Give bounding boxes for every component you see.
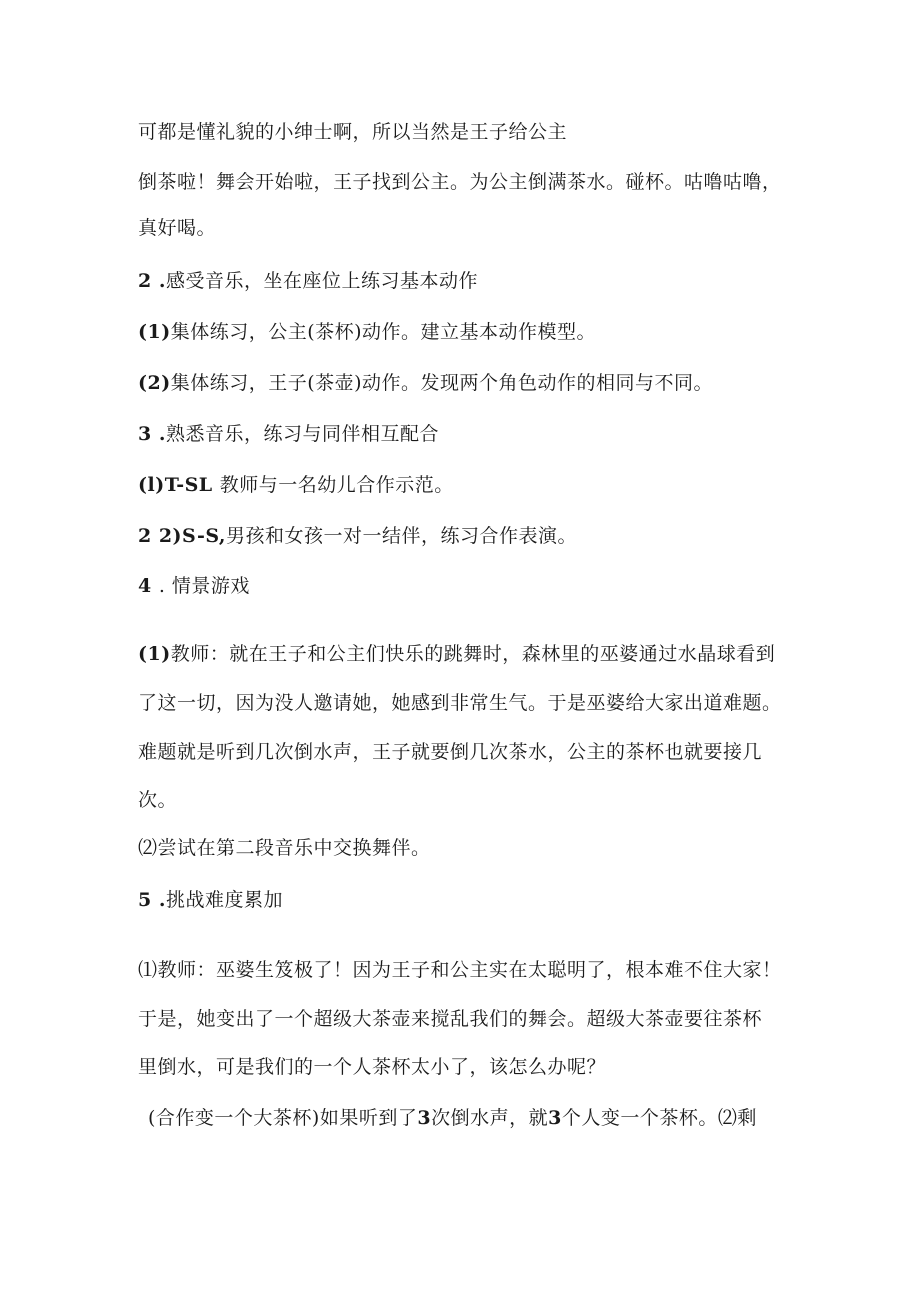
list-item: (1)教师：就在王子和公主们快乐的跳舞时，森林里的巫婆通过水晶球看到 [138,643,776,665]
list-item: (2)集体练习，王子(茶壶)动作。发现两个角色动作的相同与不同。 [138,372,714,394]
paragraph-line: (合作变一个大茶杯)如果听到了3次倒水声，就3个人变一个茶杯。⑵剩 [148,1107,757,1129]
list-item: ⑵尝试在第二段音乐中交换舞伴。 [138,837,431,859]
section-heading-5: 5 .挑战难度累加 [138,889,283,911]
paragraph-line: 倒茶啦！舞会开始啦，王子找到公主。为公主倒满茶水。碰杯。咕噜咕噜， [138,171,782,193]
list-item: 2 2)S-S,男孩和女孩一对一结伴，练习合作表演。 [138,525,578,547]
paragraph-line: 可都是懂礼貌的小绅士啊，所以当然是王子给公主 [138,121,568,143]
paragraph-line: 了这一切，因为没人邀请她，她感到非常生气。于是巫婆给大家出道难题。 [138,692,782,714]
paragraph-line: 于是，她变出了一个超级大茶壶来搅乱我们的舞会。超级大茶壶要往茶杯 [138,1008,763,1030]
paragraph-line: 真好喝。 [138,217,217,239]
paragraph-line: 次。 [138,789,178,811]
section-heading-4: 4 . 情景游戏 [138,575,250,597]
section-heading-2: 2 .感受音乐，坐在座位上练习基本动作 [138,270,478,292]
list-item: ⑴教师：巫婆生笈极了！因为王子和公主实在太聪明了，根本难不住大家！ [138,959,782,981]
list-item: (1)集体练习，公主(茶杯)动作。建立基本动作模型。 [138,321,597,343]
paragraph-line: 难题就是听到几次倒水声，王子就要倒几次茶水，公主的茶杯也就要接几 [138,741,763,763]
section-heading-3: 3 .熟悉音乐，练习与同伴相互配合 [138,423,439,445]
paragraph-line: 里倒水，可是我们的一个人茶杯太小了，该怎么办呢？ [138,1056,607,1078]
list-item: (l)T-SL 教师与一名幼儿合作示范。 [138,474,454,496]
